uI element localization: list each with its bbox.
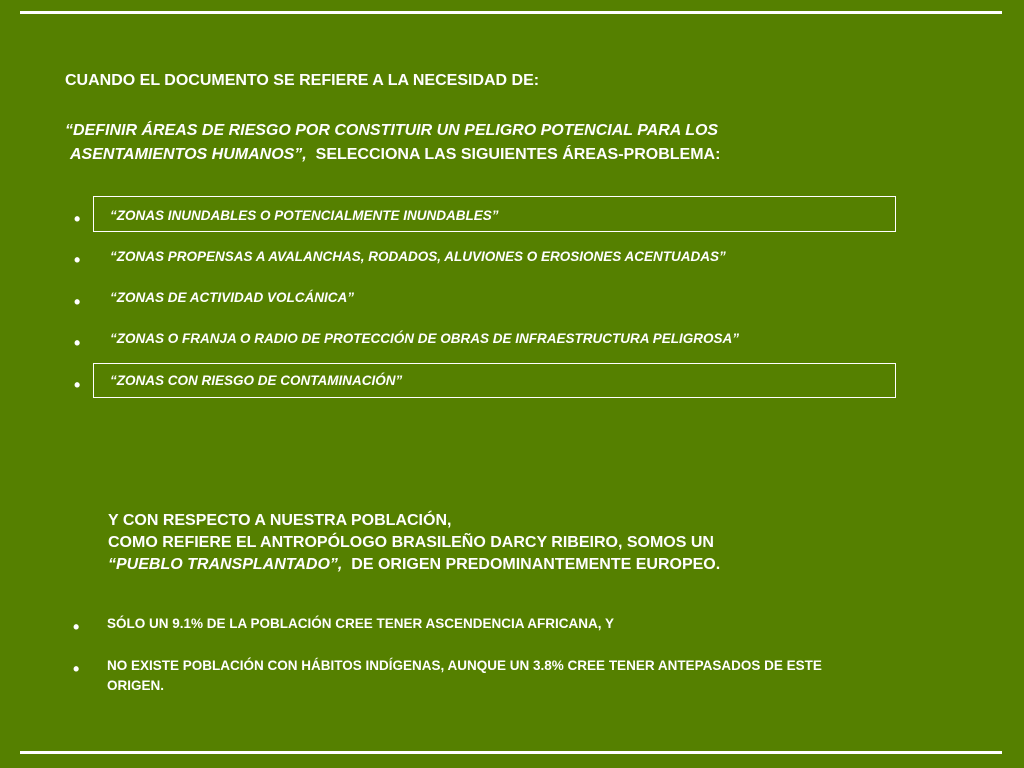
area-item-5: “ZONAS CON RIESGO DE CONTAMINACIÓN”: [110, 373, 403, 388]
quote-block: [65, 119, 985, 167]
population-item-1: SÓLO UN 9.1% DE LA POBLACIÓN CREE TENER ASCENDENCIA AFRICANA, Y: [107, 616, 615, 631]
population-line-3-italic: “PUEBLO TRANSPLANTADO”,: [108, 556, 343, 573]
bullet-area-2: •: [74, 250, 81, 270]
population-item-2: NO EXISTE POBLACIÓN CON HÁBITOS INDÍGENAS, AUNQUE UN 3.8% CREE TENER ANTEPASADOS DE ESTE ORIGEN.: [107, 658, 822, 693]
quote-line-2-italic: ASENTAMIENTOS HUMANOS”,: [70, 146, 307, 163]
quote-line-2-normal: SELECCIONA LAS SIGUIENTES ÁREAS-PROBLEMA:: [315, 146, 721, 163]
top-divider: [20, 11, 1002, 14]
population-line-3-normal: DE ORIGEN PREDOMINANTEMENTE EUROPEO.: [351, 556, 721, 573]
population-line-2: COMO REFIERE EL ANTROPÓLOGO BRASILEÑO DARCY RIBEIRO, SOMOS UN: [108, 534, 714, 551]
population-line-3: [108, 554, 988, 576]
area-item-4: “ZONAS O FRANJA O RADIO DE PROTECCIÓN DE OBRAS DE INFRAESTRUCTURA PELIGROSA”: [110, 331, 740, 346]
bullet-population-1: •: [73, 617, 80, 637]
area-item-2: “ZONAS PROPENSAS A AVALANCHAS, RODADOS, ALUVIONES O EROSIONES ACENTUADAS”: [110, 249, 726, 264]
intro-heading: CUANDO EL DOCUMENTO SE REFIERE A LA NECESIDAD DE:: [65, 72, 540, 89]
bullet-population-2: •: [73, 659, 80, 679]
area-item-3: “ZONAS DE ACTIVIDAD VOLCÁNICA”: [110, 290, 355, 305]
quote-line-1: “DEFINIR ÁREAS DE RIESGO POR CONSTITUIR UN PELIGRO POTENCIAL PARA LOS: [65, 122, 719, 139]
bottom-divider: [20, 751, 1002, 754]
bullet-area-3: •: [74, 292, 81, 312]
population-paragraph: [108, 510, 988, 576]
population-line-1: Y CON RESPECTO A NUESTRA POBLACIÓN,: [108, 512, 452, 529]
area-item-1: “ZONAS INUNDABLES O POTENCIALMENTE INUNDABLES”: [110, 208, 499, 223]
bullet-area-5: •: [74, 375, 81, 395]
quote-line-2: [65, 143, 985, 167]
bullet-area-1: •: [74, 209, 81, 229]
bullet-area-4: •: [74, 333, 81, 353]
